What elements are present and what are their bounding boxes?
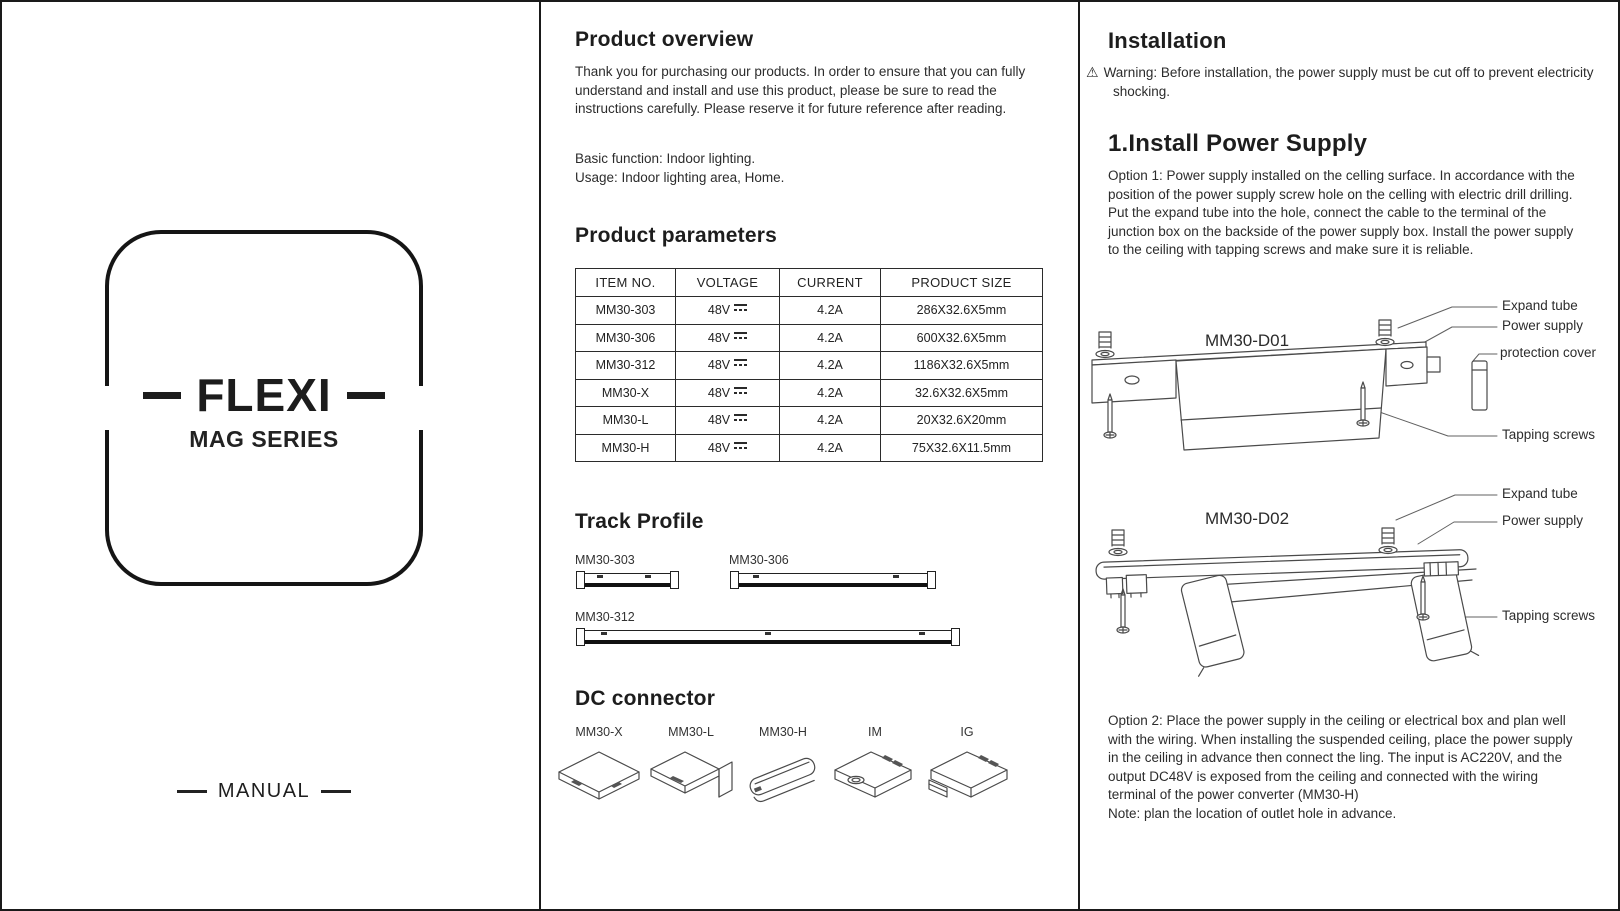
connector-label: IM bbox=[868, 725, 882, 739]
overview-intro: Thank you for purchasing our products. In order to ensure that you can fully understand and install and use this product, please be sure to read the instructions carefully. Please reserve it for future reference after reading. bbox=[575, 64, 1026, 117]
cell-size: 600X32.6X5mm bbox=[881, 324, 1043, 352]
label-tapping-screws: Tapping screws bbox=[1502, 608, 1596, 623]
connector-label: MM30-L bbox=[668, 725, 714, 739]
col-header-voltage: VOLTAGE bbox=[676, 269, 780, 297]
cell-current: 4.2A bbox=[780, 407, 881, 435]
cell-current: 4.2A bbox=[780, 379, 881, 407]
diagram-mm30-d02-art bbox=[1080, 470, 1620, 710]
logo-frame bbox=[105, 230, 423, 586]
track-drawing-mm30-303 bbox=[578, 573, 677, 587]
cell-current: 4.2A bbox=[780, 434, 881, 462]
connector-drawing-mm30-x bbox=[553, 744, 645, 806]
warning-paragraph bbox=[1086, 63, 1603, 101]
voltage-value: 48V bbox=[707, 303, 731, 318]
basic-function-line: Basic function: Indoor lighting. bbox=[575, 151, 756, 166]
voltage-value: 48V bbox=[707, 440, 731, 455]
track-slot bbox=[753, 575, 759, 578]
step1-title: 1.Install Power Supply bbox=[1108, 130, 1368, 157]
dc-symbol-icon bbox=[734, 304, 747, 314]
overview-panel bbox=[539, 2, 1080, 909]
cell-size: 75X32.6X11.5mm bbox=[881, 434, 1043, 462]
warning-text: Warning: Before installation, the power supply must be cut off to prevent electricity shocking. bbox=[1103, 65, 1594, 99]
cell-item: MM30-303 bbox=[576, 297, 676, 325]
track-slot bbox=[601, 632, 607, 635]
dash-icon bbox=[143, 392, 181, 399]
cell-size: 20X32.6X20mm bbox=[881, 407, 1043, 435]
dash-icon bbox=[347, 392, 385, 399]
track-slot bbox=[645, 575, 651, 578]
voltage-value: 48V bbox=[707, 330, 731, 345]
track-label: MM30-306 bbox=[729, 553, 789, 567]
connector-item-ig bbox=[921, 725, 1013, 811]
warning-icon: ⚠ bbox=[1086, 64, 1099, 80]
table-row bbox=[576, 407, 1043, 435]
table-row bbox=[576, 379, 1043, 407]
track-drawing-mm30-306 bbox=[732, 573, 934, 587]
cover-panel bbox=[2, 2, 539, 909]
dc-symbol-icon bbox=[734, 332, 747, 342]
track-slot bbox=[597, 575, 603, 578]
label-power-supply: Power supply bbox=[1502, 513, 1584, 528]
cell-voltage bbox=[676, 407, 780, 435]
section-title-dc-connector: DC connector bbox=[575, 687, 716, 710]
connector-drawing-im bbox=[829, 744, 921, 806]
voltage-value: 48V bbox=[707, 385, 731, 400]
label-protection-cover: protection cover bbox=[1500, 345, 1597, 360]
dash-icon bbox=[177, 790, 207, 793]
col-header-size: PRODUCT SIZE bbox=[881, 269, 1043, 297]
brand-name: FLEXI bbox=[196, 369, 332, 421]
expand-tube-screw bbox=[1379, 528, 1397, 554]
fold-bracket bbox=[1176, 574, 1247, 676]
section-title-product-parameters: Product parameters bbox=[575, 224, 778, 247]
connector-label: IG bbox=[960, 725, 974, 739]
voltage-value: 48V bbox=[707, 413, 731, 428]
diagram2-title: MM30-D02 bbox=[1205, 509, 1290, 528]
label-power-supply: Power supply bbox=[1502, 318, 1584, 333]
track-label: MM30-303 bbox=[575, 553, 635, 567]
cell-voltage bbox=[676, 352, 780, 380]
dc-symbol-icon bbox=[734, 359, 747, 369]
dc-symbol-icon bbox=[734, 414, 747, 424]
manual-label: MANUAL bbox=[217, 780, 311, 802]
dash-icon bbox=[321, 790, 351, 793]
expand-tube-screw bbox=[1109, 530, 1127, 556]
table-row bbox=[576, 324, 1043, 352]
table-row bbox=[576, 297, 1043, 325]
series-name: MAG SERIES bbox=[189, 426, 339, 452]
label-expand-tube: Expand tube bbox=[1502, 486, 1578, 501]
diagram1-title: MM30-D01 bbox=[1205, 331, 1290, 350]
track-drawing-mm30-312 bbox=[578, 630, 958, 644]
col-header-item: ITEM NO. bbox=[576, 269, 676, 297]
option1-paragraph: Option 1: Power supply installed on the celling surface. In accordance with the position of the power supply screw hole on the celling with electric drill drilling. Put the expand tube into the hole, connect the cable to the terminal of the junction box on the backside of the power supply box. Install the power supply to the ceiling with tapping screws and make sure it is reliable. bbox=[1108, 168, 1575, 258]
cell-current: 4.2A bbox=[780, 324, 881, 352]
connector-row bbox=[553, 725, 1013, 811]
expand-tube-screw bbox=[1376, 320, 1394, 346]
cell-voltage bbox=[676, 379, 780, 407]
cell-item: MM30-306 bbox=[576, 324, 676, 352]
track-slot bbox=[919, 632, 925, 635]
connector-drawing-mm30-l bbox=[645, 744, 737, 806]
table-row bbox=[576, 352, 1043, 380]
cell-item: MM30-L bbox=[576, 407, 676, 435]
dc-symbol-icon bbox=[734, 442, 747, 452]
connector-item-mm30-x bbox=[553, 725, 645, 811]
note-line: Note: plan the location of outlet hole in advance. bbox=[1108, 805, 1397, 821]
cell-voltage bbox=[676, 434, 780, 462]
cell-item: MM30-X bbox=[576, 379, 676, 407]
dc-symbol-icon bbox=[734, 387, 747, 397]
section-title-installation: Installation bbox=[1108, 28, 1227, 53]
usage-line: Usage: Indoor lighting area, Home. bbox=[575, 169, 785, 185]
table-header-row bbox=[576, 269, 1043, 297]
label-tapping-screws: Tapping screws bbox=[1502, 427, 1596, 442]
cell-size: 286X32.6X5mm bbox=[881, 297, 1043, 325]
cell-voltage bbox=[676, 297, 780, 325]
connector-item-im bbox=[829, 725, 921, 811]
option2-paragraph: Option 2: Place the power supply in the ceiling or electrical box and plan well with the wiring. When installing the suspended ceiling, place the power supply in the ceiling in advance then connect the ling. The input is AC220V, and the output DC48V is exposed from the ceiling and connected with the wiring terminal of the power converter (MM30-H) bbox=[1108, 713, 1573, 803]
voltage-value: 48V bbox=[707, 358, 731, 373]
track-label: MM30-312 bbox=[575, 610, 635, 624]
installation-panel bbox=[1080, 2, 1618, 909]
brand-row bbox=[109, 368, 419, 422]
table-row bbox=[576, 434, 1043, 462]
connector-label: MM30-X bbox=[575, 725, 623, 739]
cell-size: 1186X32.6X5mm bbox=[881, 352, 1043, 380]
connector-item-mm30-l bbox=[645, 725, 737, 811]
col-header-current: CURRENT bbox=[780, 269, 881, 297]
section-title-product-overview: Product overview bbox=[575, 28, 754, 51]
expand-tube-screw bbox=[1096, 332, 1114, 358]
track-slot bbox=[893, 575, 899, 578]
section-title-track-profile: Track Profile bbox=[575, 510, 704, 533]
cell-current: 4.2A bbox=[780, 297, 881, 325]
connector-drawing-ig bbox=[921, 744, 1013, 806]
manual-row bbox=[105, 780, 423, 803]
option2-block bbox=[1108, 712, 1584, 824]
connector-label: MM30-H bbox=[759, 725, 807, 739]
cell-voltage bbox=[676, 324, 780, 352]
cell-item: MM30-H bbox=[576, 434, 676, 462]
overview-facts bbox=[575, 150, 1027, 187]
parameters-table bbox=[575, 268, 1043, 462]
cell-current: 4.2A bbox=[780, 352, 881, 380]
label-expand-tube: Expand tube bbox=[1502, 298, 1578, 313]
cell-item: MM30-312 bbox=[576, 352, 676, 380]
track-slot bbox=[765, 632, 771, 635]
cell-size: 32.6X32.6X5mm bbox=[881, 379, 1043, 407]
connector-drawing-mm30-h bbox=[737, 744, 829, 806]
connector-item-mm30-h bbox=[737, 725, 829, 811]
